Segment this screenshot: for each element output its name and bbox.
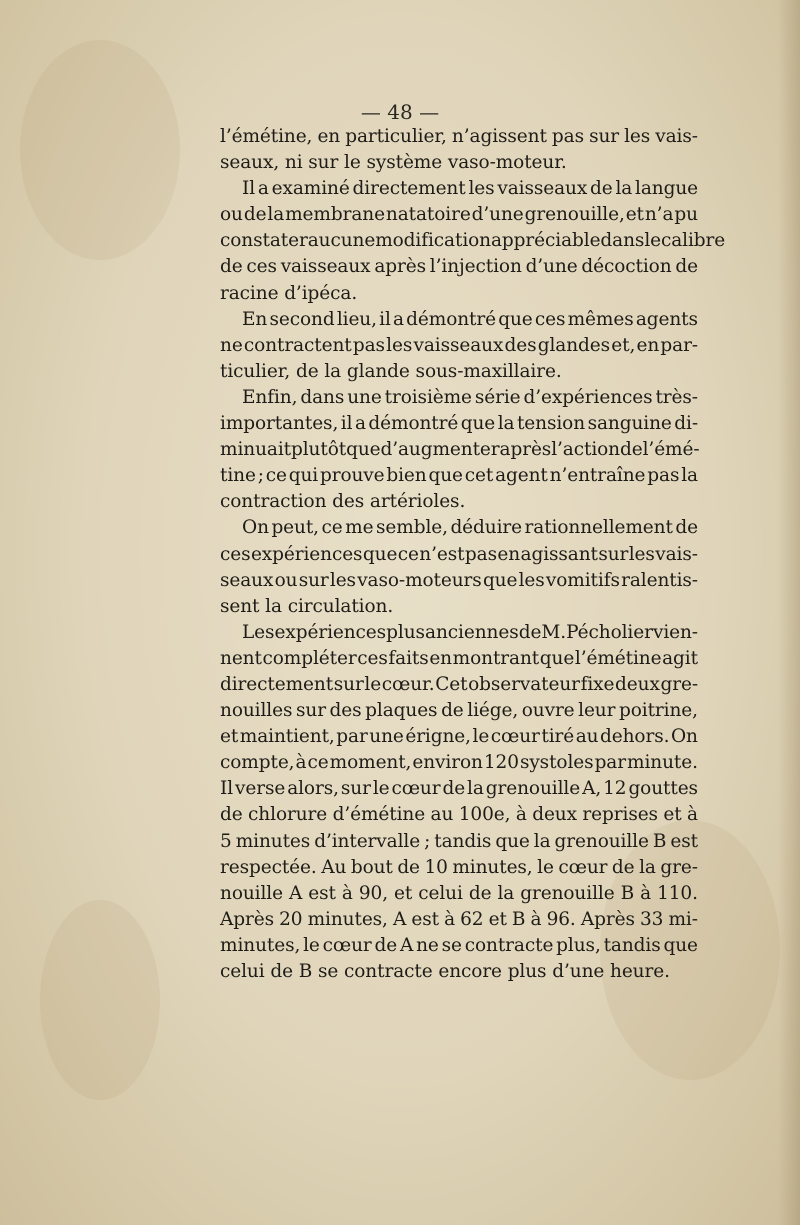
- text-line: directement sur le cœur. Cet observateur fixe deux gre-: [220, 673, 698, 695]
- paper-stain: [40, 900, 160, 1100]
- text-line: Après 20 minutes, A est à 62 et B à 96. Après 33 mi-: [220, 908, 698, 930]
- text-line: contraction des artérioles.: [220, 491, 466, 513]
- text-line: minutes, le cœur de A ne se contracte plus, tandis que: [220, 934, 698, 956]
- paper-stain: [20, 40, 180, 260]
- text-line: seaux ou sur les vaso-moteurs que les vomitifs ralentis-: [220, 569, 698, 591]
- text-line: nouilles sur des plaques de liége, ouvre leur poitrine,: [220, 700, 698, 722]
- text-line: racine d’ipéca.: [220, 282, 358, 304]
- text-line: tine ; ce qui prouve bien que cet agent n’entraîne pas la: [220, 465, 698, 487]
- text-line: En second lieu, il a démontré que ces mêmes agents: [242, 308, 698, 330]
- text-line: On peut, ce me semble, déduire rationnellement de: [242, 517, 698, 539]
- text-line: ticulier, de la glande sous-maxillaire.: [220, 360, 562, 382]
- page-number: — 48 —: [360, 100, 440, 124]
- page-edge-shadow: [778, 0, 800, 1225]
- text-line: constater aucune modification appréciable dans le calibre: [220, 230, 726, 252]
- body-text: [220, 124, 726, 985]
- text-line: de chlorure d’émétine au 100e, à deux reprises et à: [220, 804, 698, 826]
- text-line: respectée. Au bout de 10 minutes, le cœur de la gre-: [220, 856, 698, 878]
- text-line: Il verse alors, sur le cœur de la grenouille A, 12 gouttes: [220, 778, 698, 800]
- text-line: ces expériences que ce n’est pas en agissant sur les vais-: [220, 543, 698, 565]
- text-line: 5 minutes d’intervalle ; tandis que la grenouille B est: [220, 830, 698, 852]
- text-line: ne contractent pas les vaisseaux des glandes et, en par-: [220, 334, 698, 356]
- text-line: de ces vaisseaux après l’injection d’une décoction de: [220, 256, 698, 278]
- text-line: sent la circulation.: [220, 595, 394, 617]
- text-line: Il a examiné directement les vaisseaux de la langue: [242, 178, 698, 200]
- text-line: celui de B se contracte encore plus d’une heure.: [220, 961, 670, 982]
- text-line: l’émétine, en particulier, n’agissent pas sur les vais-: [220, 126, 698, 147]
- text-line: compte, à ce moment, environ 120 systoles par minute.: [220, 752, 698, 774]
- text-line: nouille A est à 90, et celui de la grenouille B à 110.: [220, 882, 698, 904]
- text-line: ou de la membrane natatoire d’une grenouille, et n’a pu: [220, 204, 698, 226]
- text-line: nent compléter ces faits en montrant que l’émétine agit: [220, 647, 698, 669]
- text-line: Enfin, dans une troisième série d’expériences très-: [242, 386, 698, 408]
- text-line: Les expériences plus anciennes de M. Pécholier vien-: [242, 621, 698, 643]
- text-line: seaux, ni sur le système vaso-moteur.: [220, 152, 567, 174]
- text-line: et maintient, par une érigne, le cœur tiré au dehors. On: [220, 726, 698, 748]
- text-line: importantes, il a démontré que la tension sanguine di-: [220, 413, 698, 435]
- text-line: minuait plutôt que d’augmenter après l’action de l’émé-: [220, 439, 700, 461]
